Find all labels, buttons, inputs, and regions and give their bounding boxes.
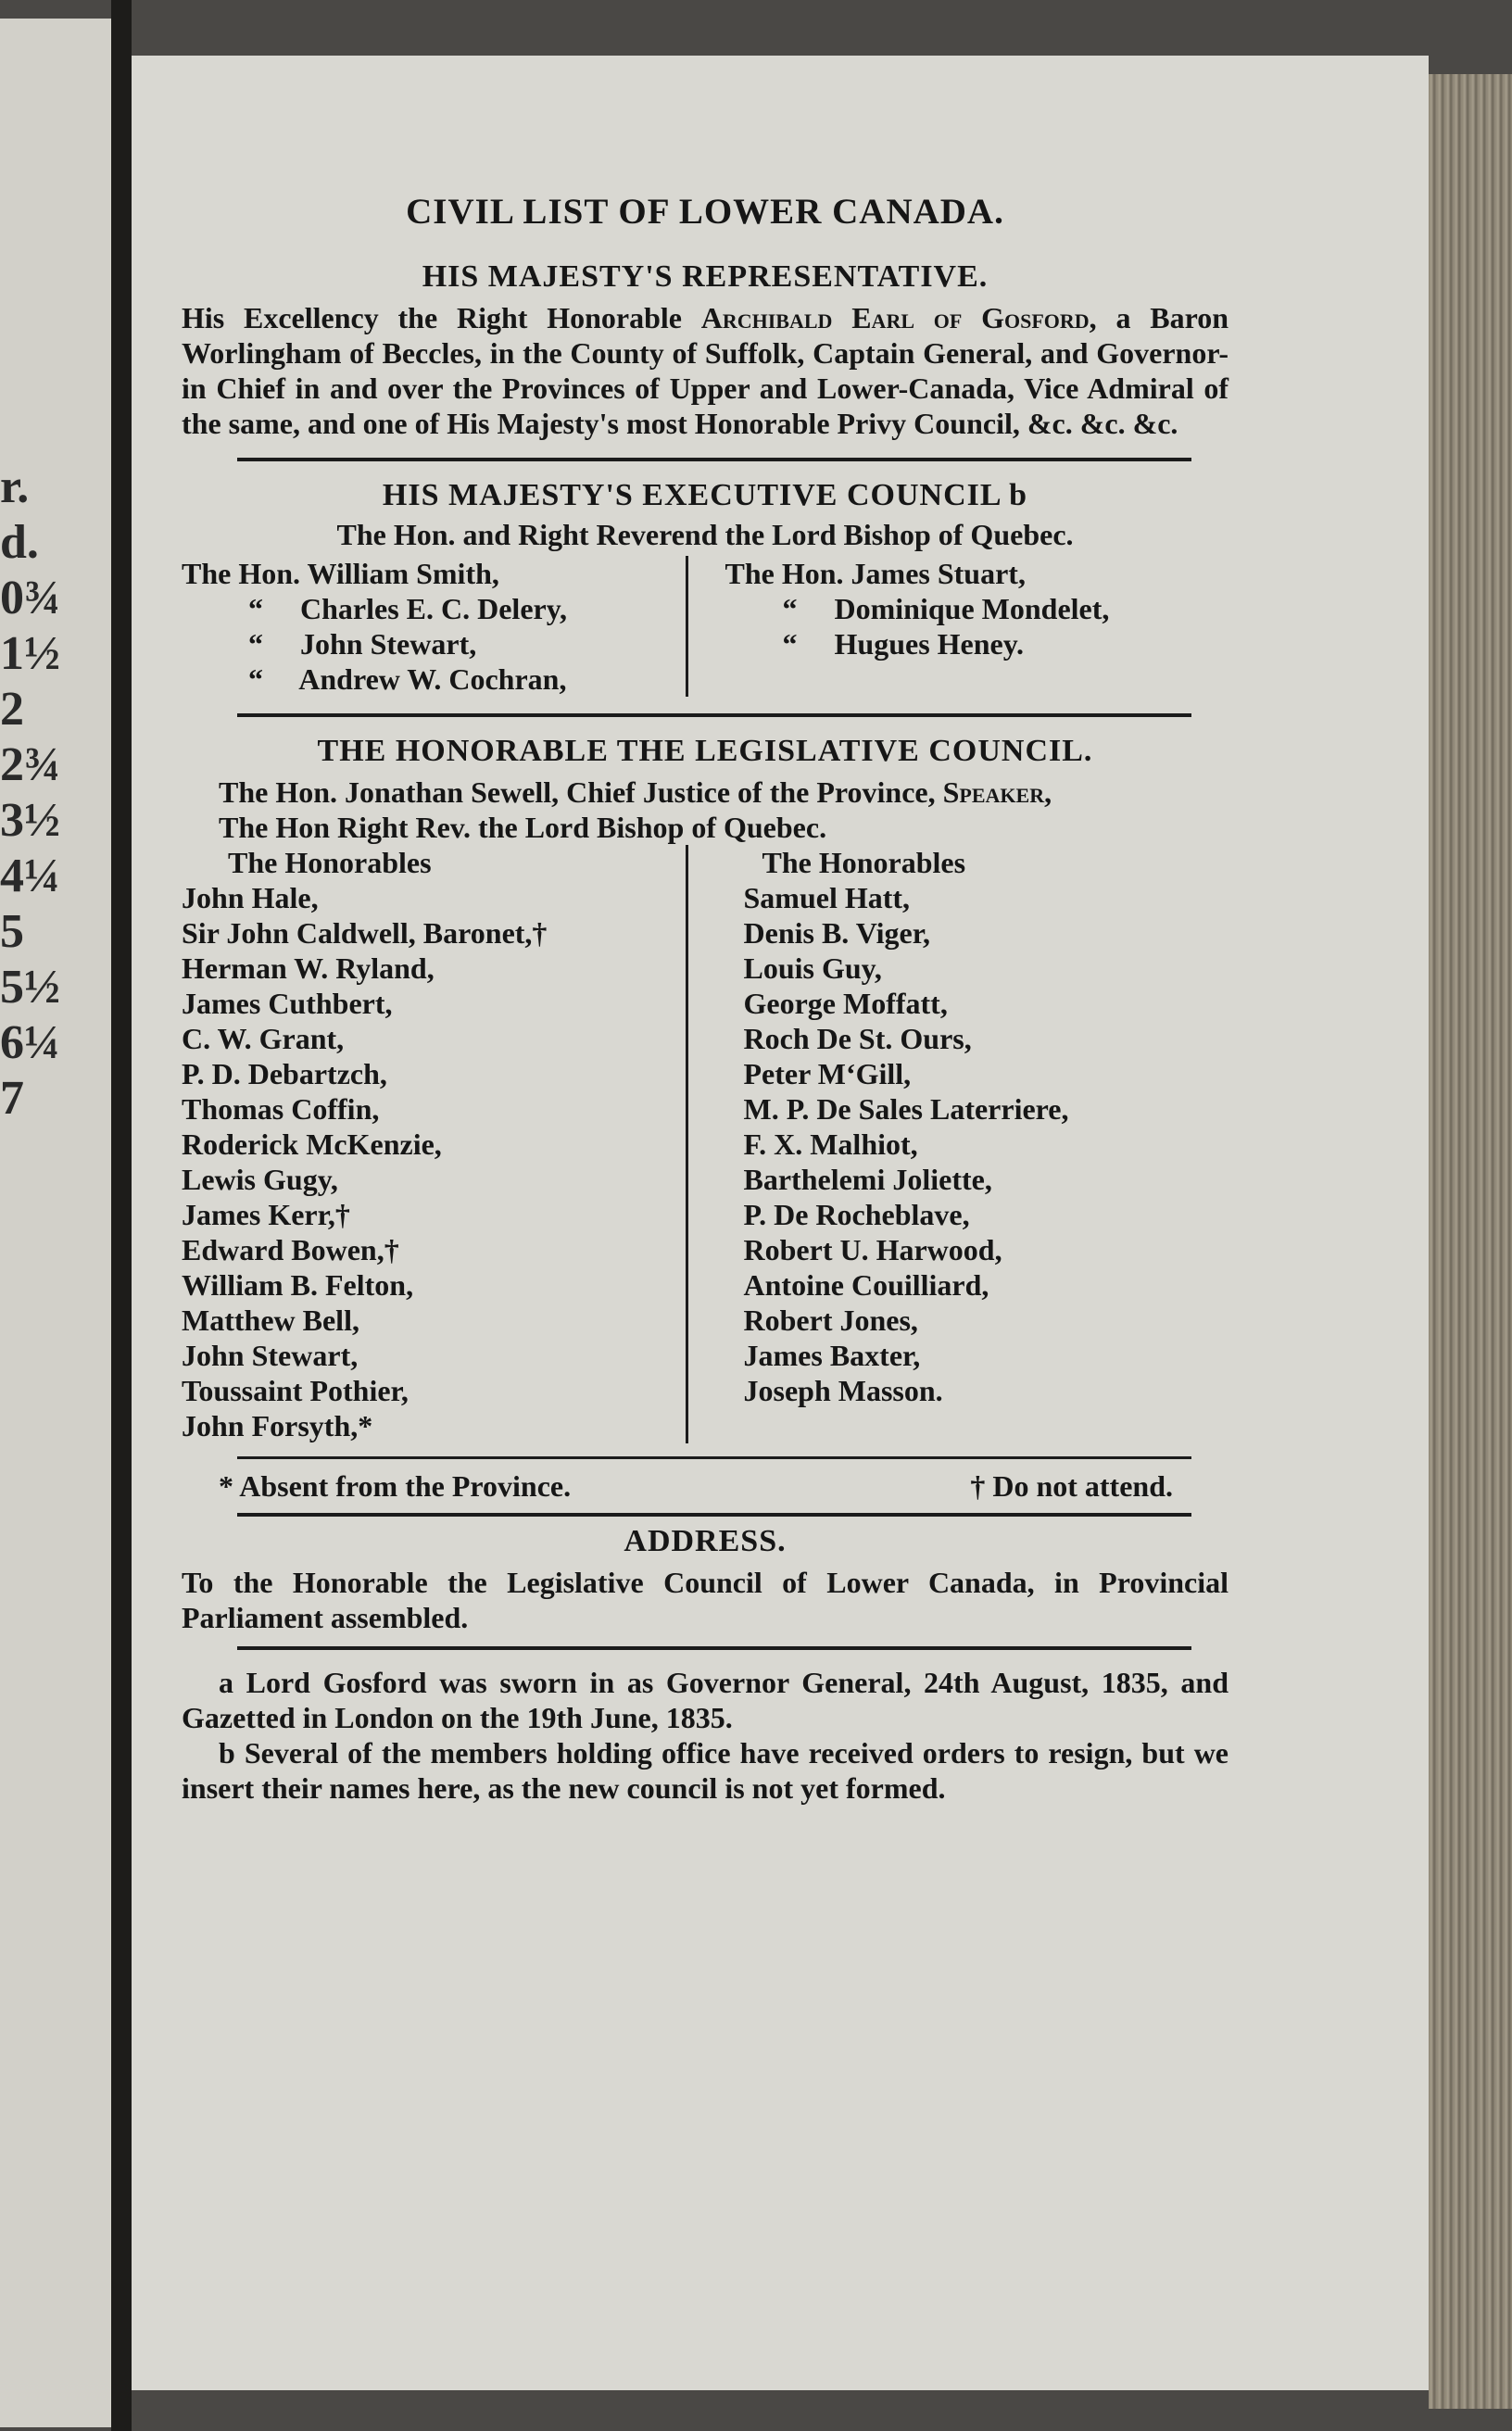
speaker-text: The Hon. Jonathan Sewell, Chief Justice of the Province, [219,775,943,809]
legislative-member: Roch De St. Ours, [743,1022,972,1055]
ditto-mark: “ [782,592,798,625]
legislative-member: Thomas Coffin, [182,1092,380,1126]
legislative-member: Barthelemi Joliette, [743,1163,992,1196]
legislative-member: Robert U. Harwood, [743,1233,1002,1266]
footnote-b: b Several of the members holding office have received orders to resign, but we insert their names here, as the new council is not yet formed. [182,1736,1228,1805]
executive-right-column [686,556,1229,697]
legislative-member: John Forsyth,* [182,1409,373,1442]
legislative-council-section [182,734,1228,1443]
legislative-member: Sir John Caldwell, Baronet,† [182,916,548,950]
legislative-member: Louis Guy, [743,951,882,985]
legislative-council-heading: THE HONORABLE THE LEGISLATIVE COUNCIL. [317,734,1093,768]
executive-council-section [182,478,1228,697]
absent-note: * Absent from the Province. [219,1469,572,1503]
legislative-member: Peter M‘Gill, [743,1057,912,1090]
margin-glyph: 1½ [0,627,60,680]
book-gutter [111,0,132,2431]
legislative-left-column [182,845,686,1443]
margin-glyph: 5½ [0,961,60,1014]
council-member [182,661,686,697]
margin-glyph: 3½ [0,794,60,847]
footnote-a: a Lord Gosford was sworn in as Governor General, 24th August, 1835, and Gazetted in London on the 19th June, 1835. [182,1666,1228,1734]
ditto-mark: “ [248,592,263,625]
legislative-member: Samuel Hatt, [743,881,911,914]
page-title: CIVIL LIST OF LOWER CANADA. [406,192,1004,232]
council-member [725,556,1229,591]
legislative-member: P. De Rocheblave, [743,1198,970,1231]
margin-glyph: 0¾ [0,572,60,624]
legislative-right-column [686,845,1229,1443]
page-content [182,192,1229,1806]
margin-glyph: 2 [0,683,24,736]
address-heading: ADDRESS. [624,1524,787,1558]
governor-name: Archibald Earl of Gosford, [700,301,1097,334]
margin-glyph: 2¾ [0,738,60,791]
ditto-mark: “ [782,627,798,661]
council-member [182,591,686,626]
previous-page-edge [0,19,111,2427]
legislative-member: James Kerr,† [182,1198,350,1231]
divider [237,458,1191,461]
hon-prefix: The Hon. [724,557,851,590]
margin-glyph: d. [0,516,39,569]
executive-council-lead: The Hon. and Right Reverend the Lord Bishop of Quebec. [336,518,1074,551]
divider [237,1456,1191,1459]
legislative-member: Antoine Couilliard, [743,1268,989,1302]
representative-text [182,300,1228,441]
member-name: Charles E. C. Delery, [293,592,567,625]
executive-left-column [182,556,686,697]
council-member [725,591,1229,626]
representative-text-start: His Excellency the Right Honorable [182,301,701,334]
legislative-member: Herman W. Ryland, [182,951,435,985]
column-header: The Honorables [228,846,432,879]
legislative-member: Toussaint Pothier, [182,1374,409,1407]
legislative-member: F. X. Malhiot, [743,1127,918,1161]
member-name: Dominique Mondelet, [826,592,1110,625]
legislative-member: James Baxter, [743,1339,921,1372]
council-member [725,626,1229,661]
executive-council-columns [182,556,1228,697]
representative-heading: HIS MAJESTY'S REPRESENTATIVE. [422,259,989,294]
margin-glyph: 6¼ [0,1016,60,1069]
hon-prefix: The Hon. [182,557,308,590]
council-member [182,556,686,591]
not-attend-note: † Do not attend. [970,1469,1173,1503]
member-name: William Smith, [307,557,499,590]
legislative-member: James Cuthbert, [182,987,393,1020]
page-edge-stack [1429,74,1512,2409]
address-section [182,1524,1228,1635]
margin-glyph: 5 [0,905,24,958]
divider [237,1513,1191,1517]
legislative-member: William B. Felton, [182,1268,414,1302]
margin-glyph: 7 [0,1072,24,1125]
legislative-member: Joseph Masson. [743,1374,943,1407]
legislative-member: John Hale, [182,881,319,914]
legislative-member: George Moffatt, [743,987,948,1020]
legislative-member: Roderick McKenzie, [182,1127,442,1161]
legislative-member: Matthew Bell, [182,1304,359,1337]
ditto-mark: “ [248,662,263,696]
legislative-council-columns [182,845,1228,1443]
member-name: James Stuart, [850,557,1026,590]
legislative-member: Edward Bowen,† [182,1233,399,1266]
legislative-member: Denis B. Viger, [743,916,930,950]
speaker-title: Speaker, [942,775,1052,809]
legislative-member: P. D. Debartzch, [182,1057,387,1090]
member-name: Andrew W. Cochran, [293,662,567,696]
legislative-member: John Stewart, [182,1339,359,1372]
member-name: Hugues Heney. [826,627,1024,661]
legislative-member: Robert Jones, [743,1304,918,1337]
speaker-line [182,775,1228,810]
bishop-line: The Hon Right Rev. the Lord Bishop of Quebec. [219,811,827,844]
legislative-member: Lewis Gugy, [182,1163,338,1196]
divider [237,713,1191,717]
legend-notes [182,1468,1228,1504]
executive-council-heading: HIS MAJESTY'S EXECUTIVE COUNCIL b [382,478,1028,512]
margin-glyph: r. [0,460,30,513]
margin-glyph: 4¼ [0,850,60,902]
column-header: The Honorables [762,846,966,879]
member-name: John Stewart, [293,627,477,661]
council-member [182,626,686,661]
legislative-member: M. P. De Sales Laterriere, [743,1092,1069,1126]
ditto-mark: “ [248,627,263,661]
legislative-member: C. W. Grant, [182,1022,345,1055]
divider [237,1646,1191,1650]
representative-section [182,259,1228,441]
representative-text-end: a Baron Worlingham of Beccles, in the County of Suffolk, Captain General, and Governor-in Chief in and over the Provinces of Upper and Lower-Canada, Vice Admiral of the same, and one of His Majesty's most Honorable Privy Council, &c. &c. &c. [182,301,1229,440]
address-text: To the Honorable the Legislative Council of Lower Canada, in Provincial Parliament assembled. [182,1566,1228,1634]
footnotes [182,1665,1228,1806]
